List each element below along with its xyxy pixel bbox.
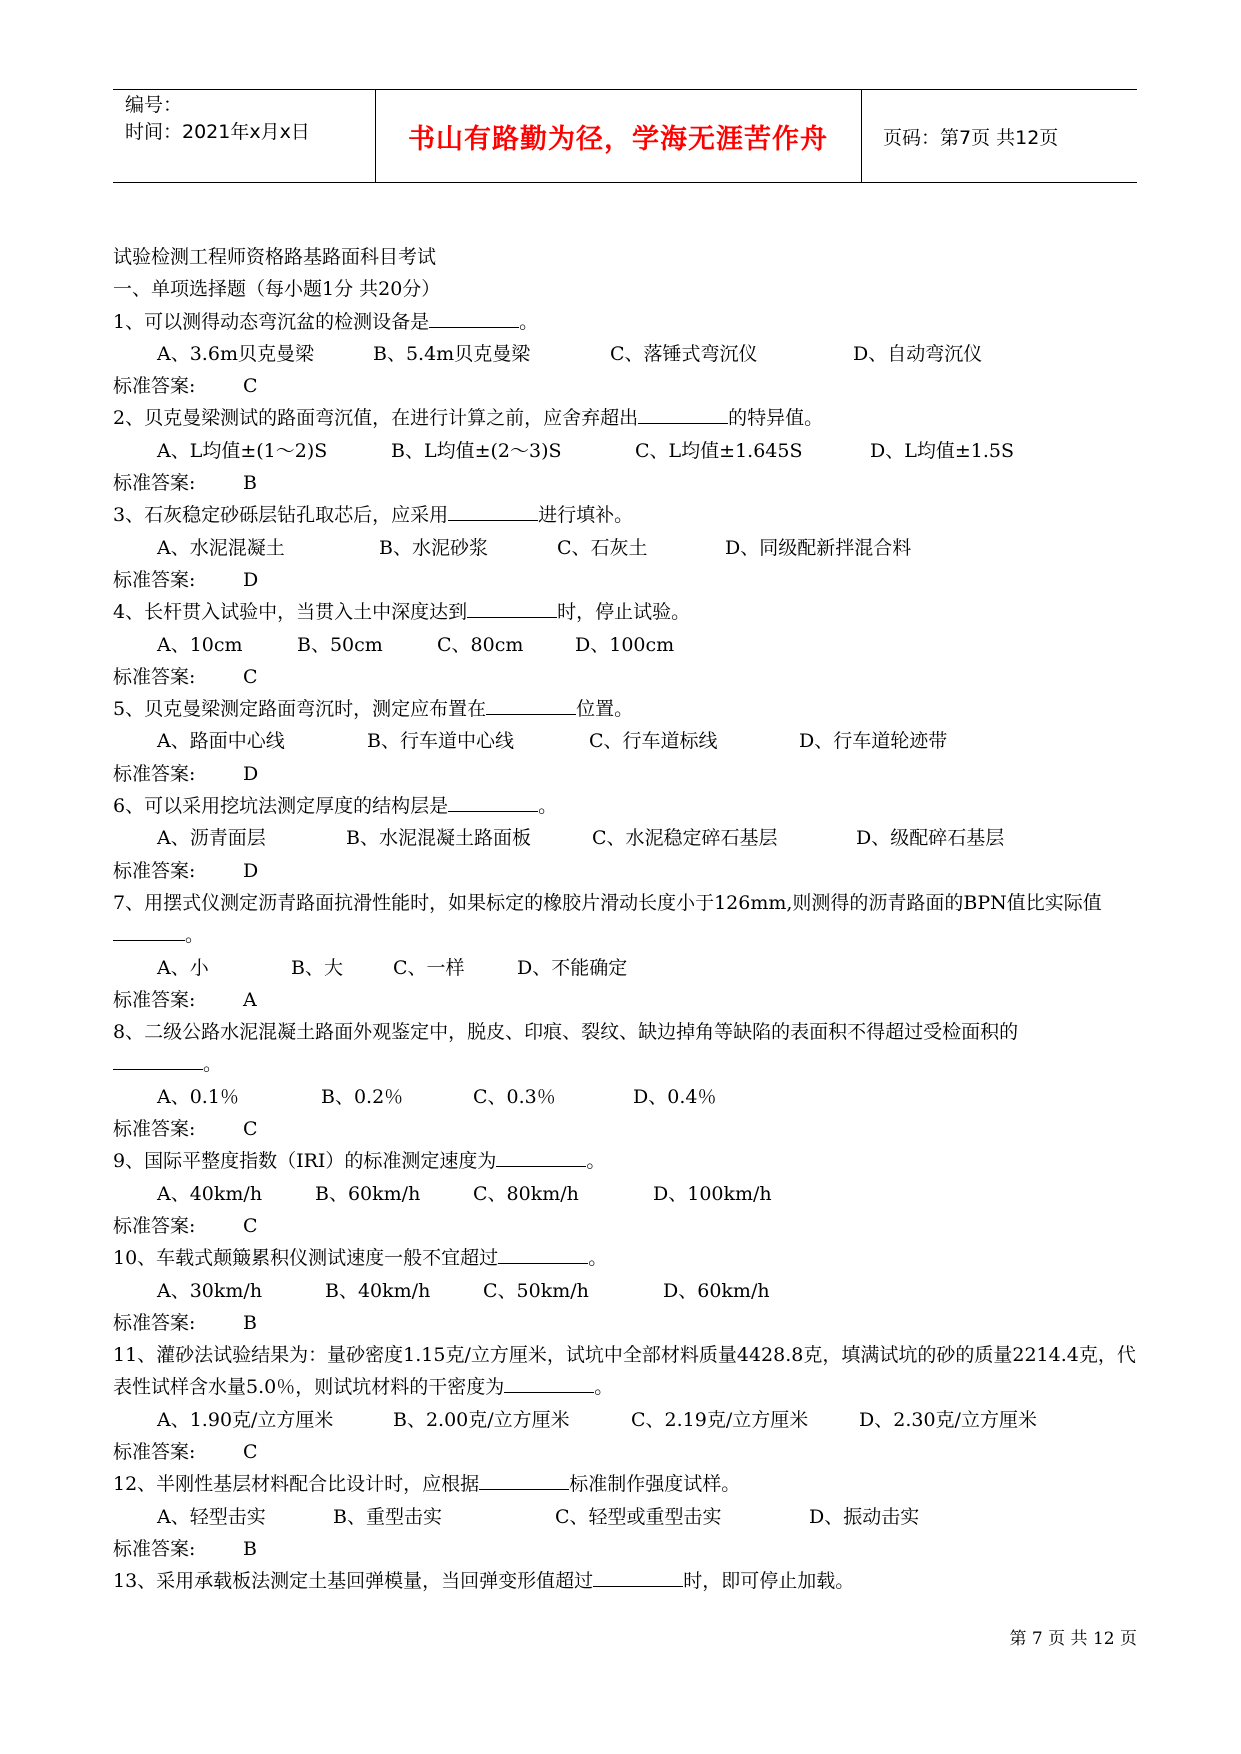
answer-label: 标准答案: [113,568,196,591]
answer-blank [479,1469,569,1490]
option-d: D、100km/h [653,1182,772,1205]
question-text: 2、贝克曼梁测试的路面弯沉值，在进行计算之前，应舍弃超出 [113,407,639,430]
question-text-end: 。 [185,924,205,947]
question [113,1242,1137,1339]
question [113,306,1137,403]
option-d: D、同级配新拌混合料 [725,536,912,559]
option-d: D、L均值±1.5S [870,439,1015,462]
section-heading: 一、单项选择题（每小题1分 共20分） [113,278,441,301]
question-text: 10、车载式颠簸累积仪测试速度一般不宜超过 [113,1247,499,1270]
question-stem [113,887,1137,952]
option-c: C、行车道标线 [589,730,718,753]
answer-row [113,467,1137,499]
answer-value: D [243,762,259,785]
question-text-end: 进行填补。 [538,504,634,527]
answer-row [113,370,1137,402]
question-text: 5、贝克曼梁测定路面弯沉时，测定应布置在 [113,698,487,721]
option-d: D、自动弯沉仪 [853,342,983,365]
header-page-number: 页码：第7页 共12页 [883,126,1059,149]
option-c: C、80km/h [473,1182,579,1205]
answer-value: C [243,1118,258,1141]
answer-blank [448,500,538,521]
option-b: B、60km/h [315,1182,421,1205]
question-stem [113,1468,1137,1500]
question [113,1016,1137,1145]
answer-blank [448,791,538,812]
question-text: 11、灌砂法试验结果为：量砂密度1.15克/立方厘米，试坑中全部材料质量4428.8克，填满试坑的砂的质量2214.4克，代表性试样含水量5.0％，则试坑材料的干密度为 [113,1344,1136,1399]
option-b: B、行车道中心线 [367,730,514,753]
option-b: B、大 [291,956,343,979]
answer-blank [113,920,185,941]
option-a: A、路面中心线 [157,730,285,753]
question [113,887,1137,1016]
question [113,402,1137,499]
options-row [113,338,1137,370]
answer-row [113,661,1137,693]
question-stem [113,1339,1137,1404]
options-row [113,1178,1137,1210]
options-row [113,1275,1137,1307]
option-d: D、不能确定 [517,956,628,979]
option-c: C、一样 [393,956,465,979]
option-c: C、水泥稳定碎石基层 [592,827,778,850]
answer-row [113,1533,1137,1565]
option-a: A、水泥混凝土 [157,536,285,559]
question [113,693,1137,790]
option-c: C、L均值±1.645S [635,439,803,462]
option-c: C、轻型或重型击实 [555,1505,722,1528]
option-d: D、级配碎石基层 [856,827,1005,850]
answer-label: 标准答案: [113,375,196,398]
question [113,1339,1137,1468]
option-d: D、振动击实 [809,1505,920,1528]
question-text-end: 。 [586,1150,606,1173]
options-row [113,629,1137,661]
answer-label: 标准答案: [113,1311,196,1334]
option-a: A、轻型击实 [157,1505,266,1528]
answer-row [113,984,1137,1016]
answer-label: 标准答案: [113,1118,196,1141]
option-a: A、30km/h [157,1279,263,1302]
options-row [113,1404,1137,1436]
option-a: A、沥青面层 [157,827,266,850]
answer-row [113,758,1137,790]
answer-label: 标准答案: [113,1537,196,1560]
answer-blank [504,1372,594,1393]
option-c: C、石灰土 [557,536,648,559]
option-a: A、0.1％ [157,1085,239,1108]
option-b: B、2.00克/立方厘米 [393,1408,570,1431]
question-text: 3、石灰稳定砂砾层钻孔取芯后，应采用 [113,504,449,527]
answer-value: B [243,1311,257,1334]
options-row [113,725,1137,757]
option-b: B、L均值±(2～3)S [391,439,562,462]
option-b: B、水泥混凝土路面板 [346,827,531,850]
option-c: C、2.19克/立方厘米 [631,1408,809,1431]
answer-label: 标准答案: [113,1440,196,1463]
answer-value: B [243,1537,257,1560]
answer-row [113,1307,1137,1339]
option-a: A、40km/h [157,1182,263,1205]
option-c: C、落锤式弯沉仪 [610,342,758,365]
question-text-end: 。 [519,310,539,333]
exam-content [113,241,1137,1597]
answer-value: D [243,859,259,882]
question-text-end: 时，即可停止加载。 [683,1570,855,1593]
question-text-end: 位置。 [576,698,634,721]
option-a: A、10cm [157,633,243,656]
option-a: A、小 [157,956,209,979]
answer-blank [593,1566,683,1587]
question [113,596,1137,693]
answer-label: 标准答案: [113,988,196,1011]
header-meta [125,92,375,146]
answer-row [113,564,1137,596]
question-text-end: 的特异值。 [728,407,824,430]
answer-blank [498,1243,588,1264]
option-b: B、重型击实 [333,1505,442,1528]
answer-value: B [243,472,257,495]
exam-title: 试验检测工程师资格路基路面科目考试 [113,246,437,268]
answer-label: 标准答案: [113,859,196,882]
option-c: C、80cm [437,633,524,656]
question-text: 13、采用承载板法测定土基回弹模量，当回弹变形值超过 [113,1570,594,1593]
question-text: 4、长杆贯入试验中，当贯入土中深度达到 [113,601,468,624]
question-text-end: 。 [203,1053,223,1076]
answer-row [113,1436,1137,1468]
option-b: B、0.2％ [321,1085,404,1108]
question-stem [113,499,1137,531]
header-divider [861,90,862,182]
question-stem [113,790,1137,822]
page-header [113,89,1137,183]
question [113,499,1137,596]
option-c: C、0.3％ [473,1085,556,1108]
option-d: D、100cm [575,633,675,656]
options-row [113,952,1137,984]
options-row [113,532,1137,564]
option-c: C、50km/h [483,1279,589,1302]
question-text: 8、二级公路水泥混凝土路面外观鉴定中，脱皮、印痕、裂纹、缺边掉角等缺陷的表面积不得超过受检面积的 [113,1021,1019,1044]
options-row [113,435,1137,467]
answer-blank [113,1049,203,1070]
answer-row [113,855,1137,887]
answer-row [113,1113,1137,1145]
question-text-end: 。 [538,795,558,818]
doc-time-label: 时间：2021年x月x日 [125,121,310,143]
option-a: A、L均值±(1～2)S [157,439,328,462]
options-row [113,822,1137,854]
answer-value: C [243,665,258,688]
question-text: 7、用摆式仪测定沥青路面抗滑性能时，如果标定的橡胶片滑动长度小于126mm,则测得的沥青路面的BPN值比实际值 [113,891,1102,914]
answer-value: C [243,1214,258,1237]
question-text-end: 。 [594,1376,614,1399]
question-stem [113,1565,1137,1597]
answer-label: 标准答案: [113,1214,196,1237]
answer-value: A [243,988,257,1011]
answer-label: 标准答案: [113,665,196,688]
answer-blank [638,403,728,424]
option-d: D、60km/h [663,1279,770,1302]
option-b: B、50cm [297,633,383,656]
options-row [113,1081,1137,1113]
option-a: A、1.90克/立方厘米 [157,1408,334,1431]
option-a: A、3.6m贝克曼梁 [157,342,314,365]
question [113,1565,1137,1597]
page-footer: 第 7 页 共 12 页 [1009,1629,1137,1649]
question-text: 6、可以采用挖坑法测定厚度的结构层是 [113,795,449,818]
answer-label: 标准答案: [113,472,196,495]
question-text: 1、可以测得动态弯沉盆的检测设备是 [113,310,430,333]
question [113,1468,1137,1565]
option-b: B、40km/h [325,1279,431,1302]
question-stem [113,1242,1137,1274]
question-stem [113,402,1137,434]
answer-blank [467,597,557,618]
options-row [113,1501,1137,1533]
question-stem [113,596,1137,628]
answer-blank [486,694,576,715]
doc-number-label: 编号： [125,94,183,116]
question-stem [113,1016,1137,1081]
option-d: D、0.4％ [633,1085,717,1108]
question [113,790,1137,887]
answer-value: C [243,1440,258,1463]
option-d: D、2.30克/立方厘米 [859,1408,1037,1431]
option-d: D、行车道轮迹带 [799,730,948,753]
question [113,1145,1137,1242]
question-stem [113,693,1137,725]
question-text-end: 标准制作强度试样。 [569,1473,741,1496]
answer-value: C [243,375,258,398]
question-stem [113,1145,1137,1177]
question-text: 9、国际平整度指数（IRI）的标准测定速度为 [113,1150,497,1173]
answer-row [113,1210,1137,1242]
question-text-end: 。 [588,1247,608,1270]
question-text: 12、半刚性基层材料配合比设计时，应根据 [113,1473,480,1496]
answer-label: 标准答案: [113,762,196,785]
answer-blank [496,1146,586,1167]
answer-value: D [243,568,259,591]
option-b: B、5.4m贝克曼梁 [373,342,531,365]
answer-blank [429,307,519,328]
question-text-end: 时，停止试验。 [557,601,691,624]
header-motto: 书山有路勤为径，学海无涯苦作舟 [408,123,828,155]
option-b: B、水泥砂浆 [379,536,488,559]
question-stem [113,306,1137,338]
